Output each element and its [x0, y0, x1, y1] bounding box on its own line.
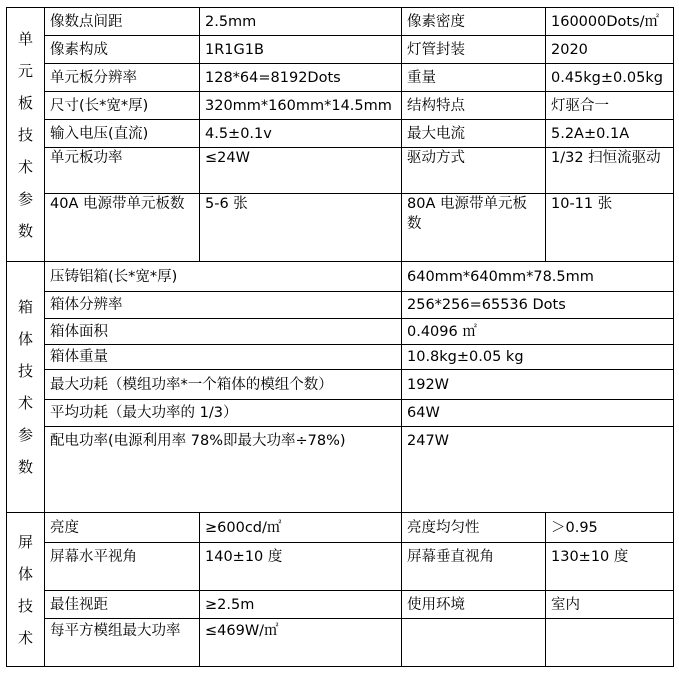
- screen-group-label: 屏体技术: [7, 513, 45, 667]
- cell: ＞0.95: [546, 513, 674, 543]
- cell: 1R1G1B: [200, 36, 402, 64]
- cell: 140±10 度: [200, 543, 402, 591]
- table-row: [7, 64, 674, 92]
- cell: 像素密度: [402, 8, 546, 36]
- table-row: [7, 400, 674, 427]
- cell: 5-6 张: [200, 194, 402, 262]
- cell: 10-11 张: [546, 194, 674, 262]
- cell: 80A 电源带单元板数: [402, 194, 546, 262]
- table-row: [7, 36, 674, 64]
- cell: 64W: [402, 400, 674, 427]
- table-row: [7, 345, 674, 370]
- cell: ≥2.5m: [200, 591, 402, 619]
- cell: ≤469W/㎡: [200, 619, 402, 667]
- cell: 2.5mm: [200, 8, 402, 36]
- spec-table: [6, 7, 674, 667]
- unit-board-group-label: 单元板技术参数: [7, 8, 45, 262]
- cell: 4.5±0.1v: [200, 120, 402, 148]
- cell: 247W: [402, 427, 674, 513]
- cell: 128*64=8192Dots: [200, 64, 402, 92]
- cell: 192W: [402, 370, 674, 400]
- cell: 0.4096 ㎡: [402, 319, 674, 345]
- table-row: [7, 319, 674, 345]
- cell: 亮度均匀性: [402, 513, 546, 543]
- cell: 灯驱合一: [546, 92, 674, 120]
- cell: 最大功耗（模组功率*一个箱体的模组个数）: [45, 370, 402, 400]
- cell: 256*256=65536 Dots: [402, 292, 674, 319]
- cell: 尺寸(长*宽*厚): [45, 92, 200, 120]
- cell: 320mm*160mm*14.5mm: [200, 92, 402, 120]
- cell: 压铸铝箱(长*宽*厚): [45, 262, 402, 292]
- cell: 屏幕垂直视角: [402, 543, 546, 591]
- cell: 灯管封装: [402, 36, 546, 64]
- cell: 箱体面积: [45, 319, 402, 345]
- table-row: [7, 543, 674, 591]
- table-row: [7, 92, 674, 120]
- cell: 结构特点: [402, 92, 546, 120]
- cell: [402, 619, 546, 667]
- table-row: [7, 292, 674, 319]
- cell: 130±10 度: [546, 543, 674, 591]
- cell: 重量: [402, 64, 546, 92]
- cell: 160000Dots/㎡: [546, 8, 674, 36]
- cell: 最大电流: [402, 120, 546, 148]
- table-row: [7, 262, 674, 292]
- cell: 640mm*640mm*78.5mm: [402, 262, 674, 292]
- table-row: [7, 591, 674, 619]
- cell: 2020: [546, 36, 674, 64]
- cell: ≥600cd/㎡: [200, 513, 402, 543]
- cell: 箱体分辨率: [45, 292, 402, 319]
- table-row: [7, 8, 674, 36]
- cell: 单元板功率: [45, 148, 200, 194]
- table-row: [7, 120, 674, 148]
- cell: 0.45kg±0.05kg: [546, 64, 674, 92]
- cell: 驱动方式: [402, 148, 546, 194]
- cell: 使用环境: [402, 591, 546, 619]
- cell: 40A 电源带单元板数: [45, 194, 200, 262]
- cell: 平均功耗（最大功率的 1/3）: [45, 400, 402, 427]
- cell: 像素构成: [45, 36, 200, 64]
- cell: 室内: [546, 591, 674, 619]
- cell: 每平方模组最大功率: [45, 619, 200, 667]
- table-row: [7, 427, 674, 513]
- cell: [546, 619, 674, 667]
- cell: 最佳视距: [45, 591, 200, 619]
- cell: 1/32 扫恒流驱动: [546, 148, 674, 194]
- cell: 10.8kg±0.05 kg: [402, 345, 674, 370]
- table-row: [7, 148, 674, 194]
- cell: ≤24W: [200, 148, 402, 194]
- cell: 配电功率(电源利用率 78%即最大功率÷78%): [45, 427, 402, 513]
- cell: 屏幕水平视角: [45, 543, 200, 591]
- cell: 箱体重量: [45, 345, 402, 370]
- cell: 像数点间距: [45, 8, 200, 36]
- table-row: [7, 513, 674, 543]
- table-row: [7, 370, 674, 400]
- table-row: [7, 194, 674, 262]
- cell: 单元板分辨率: [45, 64, 200, 92]
- cell: 亮度: [45, 513, 200, 543]
- table-row: [7, 619, 674, 667]
- cell: 5.2A±0.1A: [546, 120, 674, 148]
- cabinet-group-label: 箱体技术参数: [7, 262, 45, 513]
- cell: 输入电压(直流): [45, 120, 200, 148]
